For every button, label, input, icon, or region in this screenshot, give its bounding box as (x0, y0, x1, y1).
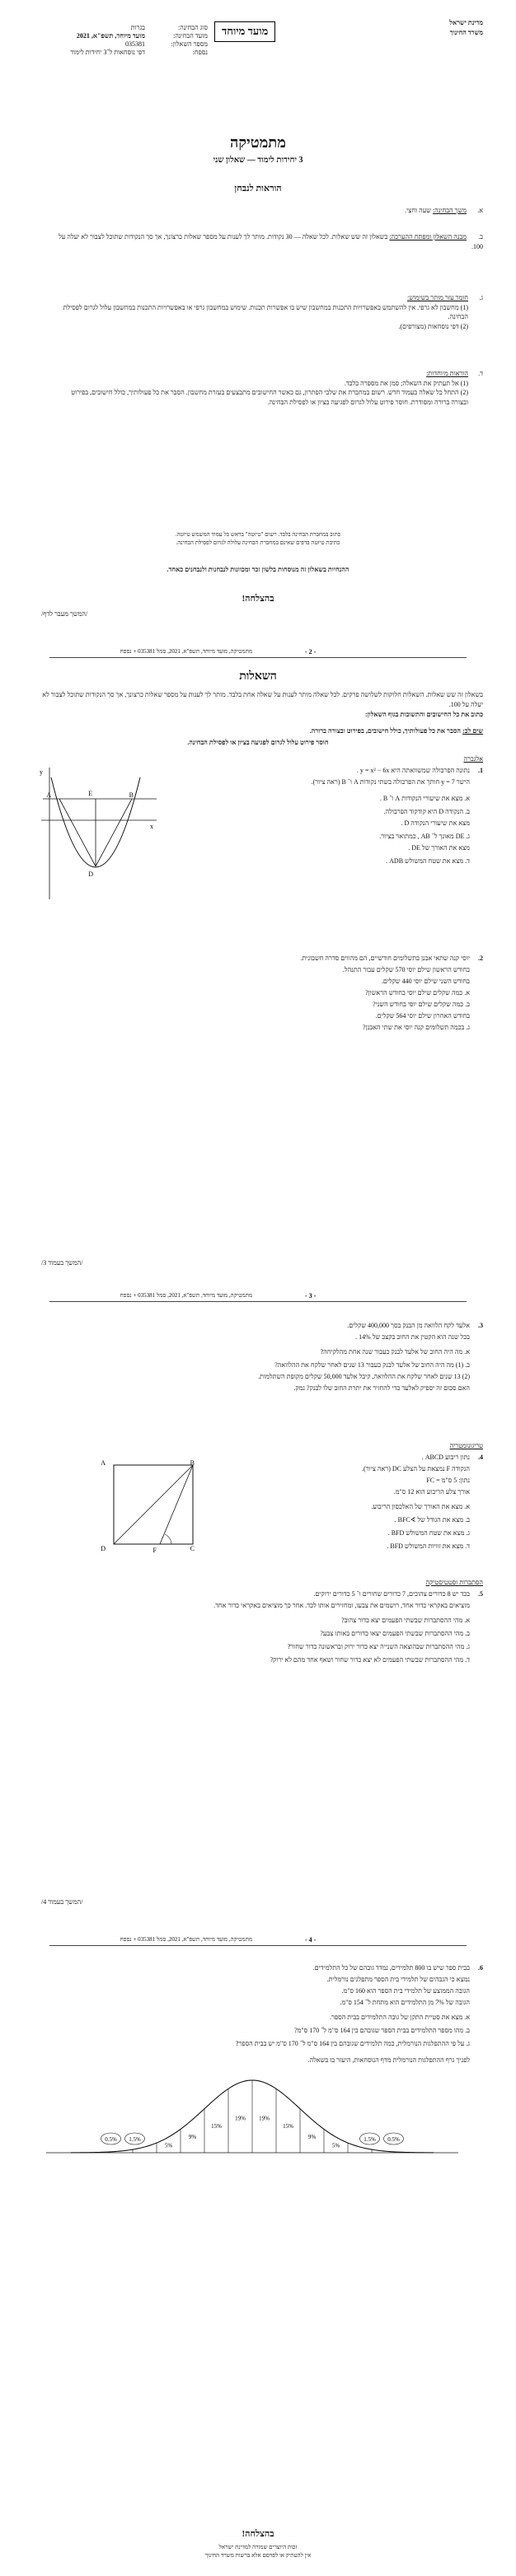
q3-number: 3. (478, 1322, 483, 1329)
continue-note: /המשך בעמוד 3/ (41, 1259, 83, 1267)
q2-line: א. כמה שקלים שילם יוסי בחודש הראשון? (365, 989, 470, 996)
area-label: 9% (307, 2133, 317, 2140)
label-a: A (46, 791, 51, 799)
exam-subtitle: 3 יחידות לימוד — שאלון שני (213, 156, 303, 165)
q4-line: נתון: 5 ס"מ = FC (426, 1477, 470, 1484)
note (33, 726, 483, 736)
continue-note: /המשך מעבר לדף/ (41, 610, 88, 618)
q3-line: האם סכום זה יספיק לאלעד כדי להחזיר את יתרת החוב שלו לבנק? נמק. (293, 1384, 470, 1392)
good-luck: בהצלחה! (242, 594, 274, 604)
q2-line: בחודש הראשון שילם יוסי 570 שקלים עבור התנהל. (342, 966, 470, 973)
cover-page (0, 0, 516, 644)
q1-line: ד. מצא את שטח המשולש ADB . (386, 857, 470, 865)
page-3 (0, 1288, 516, 1932)
item-label: משך הבחינה: (432, 207, 467, 214)
q6-line: ב. מהו מספר התלמידים בבית הספר שגובהם בין 164 ס"מ ל־ 170 ס"מ? (294, 2027, 470, 2034)
label-e: E (88, 790, 92, 797)
q5-line: ד. מהי ההסתברות שבשתי הפעמים לא יצא כדור שחור ושאף אחד מהם לא ירוק? (270, 1656, 470, 1664)
q2-number: 2. (478, 954, 483, 962)
draft-note-1: כתוב במחברת הבחינה בלבד. רשום "טיוטה" בראש כל עמוד המשמש טיוטה. (175, 531, 341, 538)
q1-line: א. מצא את שיעורי הנקודות A ו־ B . (379, 795, 470, 802)
label-c: C (190, 1545, 195, 1552)
draft-note-2: כתיבת טיוטה בדפים שאינם במחברת הבחינה עלולה לגרום לפסילת הבחינה. (176, 539, 340, 546)
label-x: x (150, 823, 153, 830)
normal-distribution-diagram (46, 2070, 458, 2169)
area-label: 9% (188, 2133, 197, 2140)
label-d: D (101, 1545, 106, 1552)
page-4 (0, 1932, 516, 2576)
q3-line: בכל שנה הוא הקטין את החוב בקצב של 14% . (355, 1333, 470, 1341)
instruction-b (54, 232, 483, 251)
q2-line: בחודש השני שילם יוסי 440 שקלים. (381, 978, 470, 985)
page-2 (0, 644, 516, 1288)
label-a: A (101, 1459, 106, 1467)
q6-line: הגובה של 7% מן התלמידים הוא מתחת ל־ 154 ס"מ. (340, 1999, 470, 2006)
instruction-c (54, 293, 483, 331)
area-label: 1.5% (129, 2136, 141, 2143)
area-label: 15% (283, 2122, 293, 2130)
q1-line: הישר y = 7 חותך את הפרבולה בשתי נקודות A ו־ B (ראה ציור). (311, 778, 470, 786)
page-number: - 3 - (305, 1292, 317, 1300)
meta-label: מועד הבחינה: (173, 32, 208, 40)
q6-line: בבית ספר שיש בו 800 תלמידים, נמדד גובהם של כל התלמידים. (312, 1964, 470, 1972)
page-number: - 2 - (305, 648, 317, 656)
page-number: - 4 - (305, 1936, 317, 1944)
label-y: y (40, 768, 43, 776)
q6-number: 6. (478, 1964, 483, 1972)
ministry-name: משרד החינוך (449, 29, 483, 36)
q4-line: הנקודה F נמצאת על הצלע DC (ראה ציור). (361, 1465, 470, 1472)
q2-line: בחודש האחרון שילם יוסי 564 שקלים. (375, 1012, 470, 1020)
item-letter: א. (477, 207, 483, 214)
continue-note: /המשך בעמוד 4/ (41, 1898, 83, 1906)
q1-line: מצא את שיעורי הנקודה D . (401, 819, 470, 827)
instruction-a (38, 206, 483, 216)
q6-line: ג. על פי ההתפלגות הנורמלית, כמה תלמידים שגובהם בין 164 ס"מ ל־ 170 ס"מ יש בבית הספר? (235, 2040, 470, 2047)
q4-line: אורך צלע הריבוע הוא 12 ס"מ. (393, 1488, 470, 1496)
q6-line: הגובה הממוצע של תלמידי בית הספר הוא 160 ס"מ. (341, 1987, 470, 1995)
questions-intro: בשאלון זה שש שאלות. השאלות חלוקות לשלושה פרקים. לכל שאלה מותר לענות על שאלה אחת בלבד. מותר לך לענות על מספר שאלות כרצונך, אך סך הנקודות שתוכל לצבור לא יעלה על 100. (42, 691, 483, 708)
label-b: B (129, 791, 134, 799)
q1-line: נתונה הפרבולה שמשוואתה היא y = x² − 6x . (356, 767, 470, 774)
running-header: מתמטיקה, מועד מיוחד, תשפ"א, 2021, סמל 035381 + נספח (120, 1292, 252, 1299)
q1-number: 1. (478, 767, 483, 774)
q3-line: ב. (1) מה היה החוב של אלעד לבנק כעבור 13 שנים לאחר שלקח את ההלוואה? (274, 1361, 470, 1369)
q4-line: ב. מצא את הגודל של ∢BFC . (394, 1516, 470, 1524)
good-luck: בהצלחה! (242, 2529, 274, 2539)
diagonal-db (114, 1465, 193, 1544)
note-label: שים לב: (462, 727, 483, 735)
label-f: F (152, 1547, 157, 1554)
instructions-title: הוראות לנבחן (234, 184, 282, 194)
square-diagram (99, 1457, 206, 1556)
meta-value: 035381 (125, 40, 145, 48)
area-label: 1.5% (364, 2136, 376, 2143)
item-sub: (1) מחשבון לא גרפי. אין להשתמש באפשרויות התכנות במחשבון שיש בו אפשרות תכנות. שימוש במחשבון גרפי או באפשרויות התכנות במחשבון עלול לגרום לפסילת הבחינה. (63, 303, 468, 321)
segment-bd (96, 799, 132, 866)
segment-ad (59, 799, 96, 866)
area-label: 5% (164, 2142, 173, 2149)
q5-number: 5. (478, 1590, 483, 1598)
dist-intro: לפניך גרף ההתפלגות הנורמלית מדף הנוסחאות, היעזר בו בשאלה. (307, 2056, 470, 2064)
q6-line: א. מצא את סטיית התקן של גובה התלמידים בבית הספר. (330, 2014, 470, 2021)
q2-line: יוסי קנה שתאי אבנן בתשלומים חודשיים, הם מהווים סדרה חשבונית. (300, 954, 470, 962)
q1-line: מצא את האורך של DE . (408, 844, 470, 852)
segment-fb (160, 1465, 193, 1544)
exam-meta (43, 23, 208, 56)
item-letter: ד. (478, 370, 483, 377)
meta-value: בגרות (130, 24, 145, 31)
angle-arc (165, 1534, 171, 1544)
copyright-2: אין להעתיק או לפרסם אלא ברשות משרד החינוך (204, 2552, 312, 2559)
q5-line: ב. מהי ההסתברות שבשתי הפעמים יצאו כדורים באותו צבע? (320, 1630, 470, 1637)
instruction-d (54, 369, 483, 407)
note-text-2: חוסר פירוט עלול לגרום לפגיעה בציון או לפסילת הבחינה. (187, 739, 329, 746)
q1-line: ב. הנקודה D היא קודקוד הפרבולה. (383, 808, 470, 815)
gender-note: ההנחיות בשאלון זה מנוסחות בלשון זכר ומכוונות לנבחנות ולנבחנים כאחד. (167, 566, 349, 573)
copyright-1: זכות היוצרים שמורה למדינת ישראל (218, 2544, 298, 2550)
q5-line: מוציאים באקראי כדור אחד, רושמים את צבעו, ומחזירים אותו לכד. אחר כך מוציאים באקראי כדור אחד. (213, 1602, 470, 1609)
q4-line: נתון ריבוע ABCD . (421, 1454, 470, 1461)
area-label: 0.5% (105, 2136, 117, 2143)
area-label: 5% (331, 2142, 340, 2149)
item-label: הוראות מיוחדות: (426, 370, 468, 377)
item-text: בשאלון זה שש שאלות. לכל שאלה — 30 נקודות. מותר לך לענות על מספר שאלות כרצונך, אך סך הנקודות שתוכל לצבור לא יעלה על 100. (59, 233, 483, 250)
area-label: 15% (211, 2122, 222, 2130)
q5-line: א. מהי ההסתברות שבשתי הפעמים יצא כדור צהוב? (341, 1617, 470, 1624)
meta-label: מספר השאלון: (171, 40, 208, 48)
q4-number: 4. (478, 1454, 483, 1461)
item-letter: ב. (478, 233, 483, 240)
q3-line: אלעד לקח הלוואה מן הבנק בסך 400,000 שקלים. (347, 1322, 470, 1329)
special-session-box: מועד מיוחד (214, 21, 275, 42)
q6-line: נמצא כי הגבהים של תלמידי בית הספר מתפלגים נורמלית. (326, 1976, 470, 1983)
q2-line: ג. בכמה תשלומים קנה יוסי את שתי האבנן? (363, 1024, 470, 1031)
q4-line: ד. מצא את זוויות המשולש BFD . (387, 1542, 470, 1550)
chapter-probability: הסתברות וסטטיסטיקה (425, 1579, 483, 1586)
chapter-algebra: אלגברה (463, 755, 483, 763)
area-label: 0.5% (387, 2136, 400, 2143)
label-d: D (88, 870, 93, 878)
meta-value: דפי נוסחאות ל־3 יחידות לימוד (70, 49, 145, 56)
q3-line: א. מה היה החוב של אלעד לבנק כעבור שנה אחת מהלקיחה? (320, 1348, 470, 1356)
parabola-diagram (41, 768, 165, 899)
item-letter: ג. (479, 294, 483, 301)
dividers (109, 2080, 396, 2153)
q5-line: בכד יש 8 כדורים צהובים, 7 כדורים שחורים ו־ 5 כדורים ירוקים. (313, 1590, 470, 1598)
item-sub: (2) דפי נוסחאות (מצורפים). (398, 322, 468, 330)
item-sub: (1) אל תעתיק את השאלה; סמן את מספרה בלבד. (344, 379, 468, 387)
chapter-trig: טריגונומטריה (449, 1442, 483, 1449)
running-header: מתמטיקה, מועד מיוחד, תשפ"א, 2021, סמל 035381 + נספח (120, 1936, 252, 1943)
q5-line: ג. מהי ההסתברות שבהוצאה השנייה יצא כדור ירוק ובראשונה כדור שחור? (287, 1643, 470, 1650)
meta-label: סוג הבחינה: (178, 24, 208, 31)
questions-title: השאלות (239, 670, 277, 683)
meta-label: נספח: (192, 49, 208, 56)
q3-line: (2) 13 שנים לאחר שלקח את ההלוואה, קיבל אלעד 50,000 שקלים מקופת השתלמות. (258, 1373, 470, 1380)
state-name: מדינת ישראל (449, 19, 483, 26)
questions-intro-bold: כתוב את כל החישובים והתשובות בגוף השאלון: (364, 711, 483, 718)
item-label: מבנה השאלון ומפתח ההערכה: (389, 233, 467, 240)
label-b: B (190, 1459, 195, 1467)
item-text: שעה וחצי. (405, 207, 431, 214)
item-label: חומר עזר מותר בשימוש: (406, 294, 468, 301)
q4-line: א. מצא את האורך של האלכסון הריבוע. (371, 1503, 470, 1510)
q4-line: ג. מצא את שטח המשולש BFD . (387, 1529, 470, 1537)
item-sub: (2) התחל כל שאלה בעמוד חדש. רשום במחברת את שלבי הפתרון, גם כאשר החישובים מתבצעים בעזרת מחשבון. הסבר את כל פעולותיך, כולל חישובים, בפירוט ובצורה ברורה ומסודרת. חוסר פירוט עלול לגרום לפגיעה בציון או לפסילת הבחינה. (71, 389, 468, 406)
area-label: 19% (259, 2115, 270, 2122)
exam-title: מתמטיקה (230, 134, 286, 151)
q2-line: ב. כמה שקלים שילם יוסי בחודש השני? (373, 1001, 470, 1008)
note-text: הסבר את כל פעולותיך, כולל חישובים, בפירוט ובצורה ברורה. (309, 727, 461, 735)
area-label: 19% (235, 2115, 246, 2122)
meta-value: מועד מיוחד, תשפ"א, 2021 (76, 32, 145, 40)
running-header: מתמטיקה, מועד מיוחד, תשפ"א, 2021, סמל 035381 + נספח (120, 648, 252, 655)
q1-line: ג. DE מאונך ל־ AB , כמתואר בציור. (379, 833, 470, 840)
